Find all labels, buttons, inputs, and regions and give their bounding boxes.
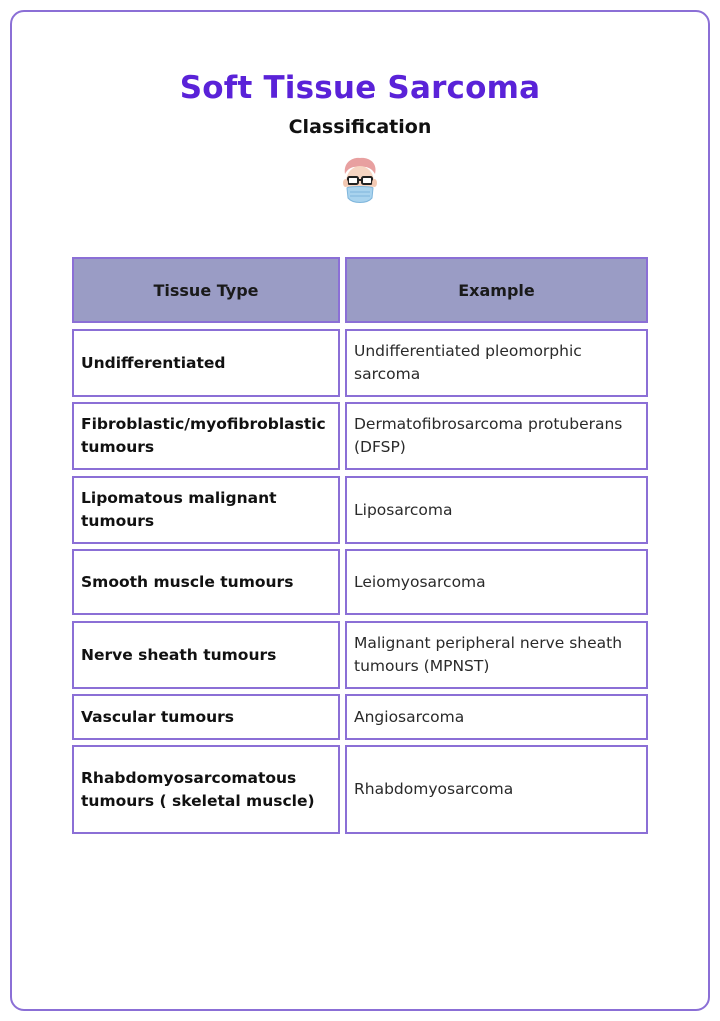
table-cell-tissue-type: Rhabdomyosarcomatous tumours ( skeletal muscle) [72,745,340,834]
table-cell-example: Liposarcoma [345,476,648,544]
page-subtitle: Classification [288,116,432,138]
table-cell-tissue-type: Vascular tumours [72,694,340,740]
table-cell-tissue-type: Fibroblastic/myofibroblastic tumours [72,402,340,470]
doctor-avatar-icon [337,156,383,210]
table-cell-example: Dermatofibrosarcoma protuberans (DFSP) [345,402,648,470]
table-cell-example: Angiosarcoma [345,694,648,740]
table-cell-example: Undifferentiated pleomorphic sarcoma [345,329,648,397]
table-cell-example: Leiomyosarcoma [345,549,648,615]
table-cell-tissue-type: Smooth muscle tumours [72,549,340,615]
table-cell-example: Malignant peripheral nerve sheath tumours (MPNST) [345,621,648,689]
column-header-example: Example [345,257,648,323]
table-cell-tissue-type: Lipomatous malignant tumours [72,476,340,544]
table-cell-example: Rhabdomyosarcoma [345,745,648,834]
table-cell-tissue-type: Undifferentiated [72,329,340,397]
page-title: Soft Tissue Sarcoma [179,70,541,106]
column-header-tissue-type: Tissue Type [72,257,340,323]
table-cell-tissue-type: Nerve sheath tumours [72,621,340,689]
